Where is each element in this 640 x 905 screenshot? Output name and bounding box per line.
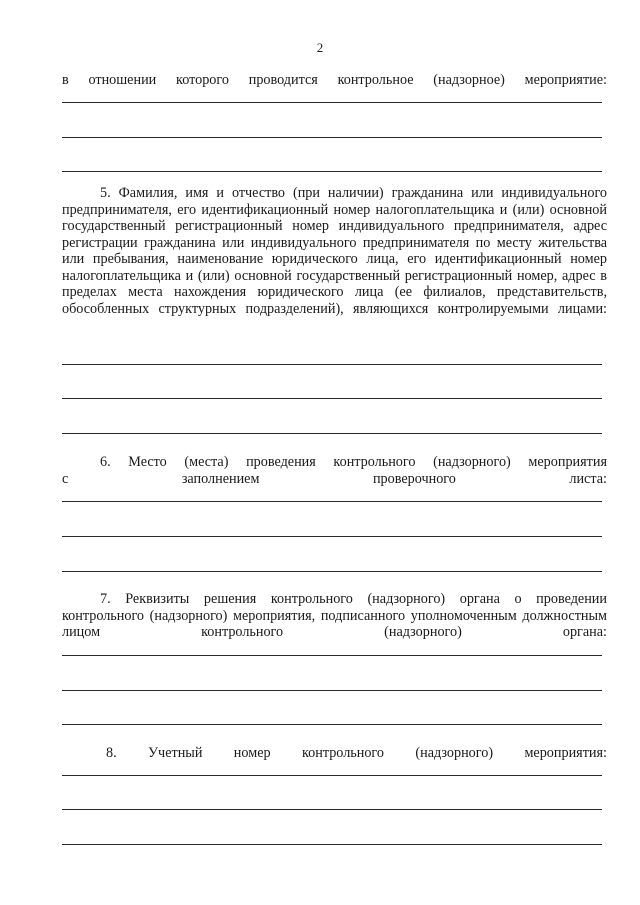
fill-line: [62, 655, 602, 656]
word: контрольного: [301, 745, 384, 761]
word: 8.: [106, 745, 117, 761]
fill-line: [62, 775, 602, 776]
word: мероприятия:: [524, 745, 607, 761]
fill-line: [62, 102, 602, 103]
word: отношении: [88, 72, 157, 88]
word: листа:: [569, 471, 607, 487]
word: с: [62, 471, 69, 487]
section8-line: [62, 745, 607, 762]
fill-line: [62, 398, 602, 399]
word: (надзорное): [433, 72, 505, 88]
word: заполнением: [181, 471, 260, 487]
section7-paragraph: 7. Реквизиты решения контрольного (надзорного) органа о проведении контрольного (надзорного) мероприятия, подписанного уполномоченным должностным лицом контрольного (надзорного) органа:: [62, 591, 607, 640]
word: контрольное: [337, 72, 414, 88]
word: мероприятие:: [524, 72, 607, 88]
fill-line: [62, 137, 602, 138]
section4-tail-line: [62, 72, 607, 89]
section6-line2: [62, 471, 607, 488]
fill-line: [62, 690, 602, 691]
word: проверочного: [372, 471, 456, 487]
fill-line: [62, 171, 602, 172]
word: (надзорного): [415, 745, 494, 761]
word: Учетный: [148, 745, 203, 761]
section5-paragraph: 5. Фамилия, имя и отчество (при наличии) гражданина или индивидуального предпринимателя, его идентификационный номер налогоплательщика и (или) основной государственный регистрационный номер индивидуального предпринимателя, адрес регистрации гражданина или индивидуального предпринимателя по месту жительства или пребывания, наименование юридического лица, его идентификационный номер налогоплательщика и (или) основной государственный регистрационный номер, адрес в пределах места нахождения юридического лица (ее филиалов, представительств, обособленных структурных подразделений), являющихся контролируемыми лицами:: [62, 185, 607, 317]
word: номер: [233, 745, 271, 761]
fill-line: [62, 844, 602, 845]
page-number: 2: [316, 40, 324, 55]
word: в: [62, 72, 69, 88]
fill-line: [62, 809, 602, 810]
fill-line: [62, 724, 602, 725]
fill-line: [62, 433, 602, 434]
fill-line: [62, 501, 602, 502]
fill-line: [62, 364, 602, 365]
word: которого: [176, 72, 229, 88]
word: проводится: [248, 72, 318, 88]
section6-line1: 6. Место (места) проведения контрольного (надзорного) мероприятия: [100, 454, 607, 470]
fill-line: [62, 536, 602, 537]
fill-line: [62, 571, 602, 572]
